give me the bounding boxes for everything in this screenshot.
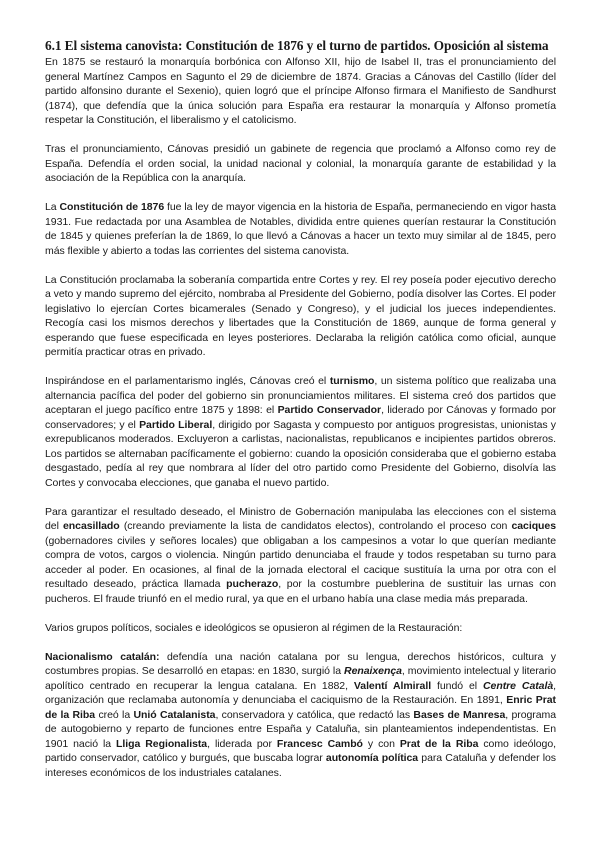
text-run: para Cataluña y defender los intereses económicos de los industriales catalanes. [45, 752, 557, 779]
paragraph [45, 55, 556, 128]
text-run: , dirigido por Sagasta y compuesto por antiguos progresistas, unionistas y exrepublicanos moderados. Excluyeron a carlistas, nacionalistas, republicanos e incipientes partidos obreros. Los partidos se alternaban pacíficamente el gobierno: cuando la oposición consideraba que el gobierno estaba desgastado, pedía al rey que nombrara al líder del otro partido como Presidente del Gobierno, disolvía las Cortes y convocaba elecciones, que ganaba el nuevo partido. [45, 418, 556, 489]
emphasized-term: turnismo [329, 375, 375, 387]
text-run: (gobernadores civiles y señores locales) que obligaban a los campesinos a votar lo que querían mediante compra de votos, cargos o violencia. Ningún partido denunciaba el fraude y todos respetaban su turno para acceder al poder. En ocasiones, al final de la jornada electoral el cacique sustituía la urna por otra con el resultado deseado, práctica llamada [45, 534, 556, 590]
text-run: La [45, 201, 60, 213]
emphasized-term: Bases de Manresa [413, 708, 506, 721]
text-run: , movimiento intelectual y literario apolítico centrado en recuperar la lengua catalana. En 1882, [45, 665, 556, 692]
text-run: como ideólogo, partido conservador, católico y burgués, que buscaba lograr [45, 737, 556, 764]
emphasized-term: Renaixença [344, 665, 402, 677]
text-run: , por la costumbre pueblerina de sustituir las urnas con pucheros. El fraude triunfó en el medio rural, ya que en el urbano había una clase media más preparada. [45, 578, 556, 605]
paragraph [45, 200, 556, 258]
text-run: , liderada por [207, 737, 277, 750]
emphasized-term: Prat de la Riba [399, 737, 479, 750]
text-run: creó la [95, 708, 134, 721]
emphasized-term: Nacionalismo catalán: [45, 650, 160, 663]
text-run: , programa de autogobierno y reparto de funciones entre España y Cataluña, sin planteamientos independentistas. En 1901 nació la [45, 708, 557, 750]
emphasized-term: Centre Català [483, 679, 554, 692]
emphasized-term: Constitución de 1876 [59, 201, 165, 213]
text-run: Para garantizar el resultado deseado, el Ministro de Gobernación manipulaba las elecciones con el sistema del [45, 505, 556, 532]
text-run: Inspirándose en el parlamentarismo inglés, Cánovas creó el [45, 375, 330, 387]
emphasized-term: Partido Liberal [139, 418, 213, 431]
document-body [45, 55, 556, 780]
emphasized-term: encasillado [63, 520, 120, 532]
paragraph [45, 273, 556, 360]
paragraph [45, 650, 556, 781]
emphasized-term: Enric Prat de la Riba [45, 694, 556, 721]
text-run: En 1875 se restauró la monarquía borbónica con Alfonso XII, hijo de Isabel II, tras el pronunciamiento del general Martínez Campos en Sagunto el 29 de diciembre de 1874. Gracias a Cánovas del Castillo (líder del partido alfonsino durante el Sexenio), quien logró que el príncipe Alfonso firmara el Manifiesto de Sandhurst (1874), que defendía que la única solución para España era restaurar la monarquía y Alfonso prometía respetar la Constitución, el liberalismo y el catolicismo. [45, 56, 556, 126]
text-run: Varios grupos políticos, sociales e ideológicos se opusieron al régimen de la Restauración: [45, 621, 463, 634]
paragraph [45, 142, 556, 186]
text-run: , un sistema político que realizaba una alternancia pacífica del poder del gobierno sin pronunciamientos militares. El sistema creó dos partidos que aceptaran el juego pacífico entre 1875 y 1898: el [45, 375, 557, 416]
text-run: La Constitución proclamaba la soberanía compartida entre Cortes y rey. El rey poseía poder ejecutivo derecho a veto y mando supremo del ejército, nombraba al Presidente del Gobierno, podía disolver las Cortes. El poder legislativo lo ejercían Cortes bicamerales (Senado y Congreso), y el judicial los jueces independientes. Recogía casi los mismos derechos y libertades que la Constitución de 1869, aunque de forma general y esperando que fuese especificada en leyes posteriores. Declaraba la religión católica como oficial, aunque permitía practicar otras en privado. [45, 273, 556, 358]
text-run: Tras el pronunciamiento, Cánovas presidió un gabinete de regencia que proclamó a Alfonso como rey de España. Defendía el orden social, la unidad nacional y colonial, la monarquía garante de estabilidad y la asociación de la República con la anarquía. [45, 143, 556, 184]
text-run: fue la ley de mayor vigencia en la historia de España, permaneciendo en vigor hasta 1931. Fue redactada por una Asamblea de Notables, dividida entre quienes querían restaurar la Constitución de 1845 y quienes preferían la de 1869, lo que llevó a Cánovas a hacer un texto muy similar al de 1845, pero más flexible y abierto a todas las corrientes del sistema canovista. [45, 201, 556, 257]
section-title: 6.1 El sistema canovista: Constitución de 1876 y el turno de partidos. Oposición al sistema [45, 38, 549, 53]
text-run: defendía una nación catalana por su lengua, derechos históricos, cultura y costumbres propias. Se desarrolló en etapas: en 1830, surgió la [45, 650, 556, 677]
paragraph [45, 505, 556, 607]
text-run: , organización que reclamaba autonomía y denunciaba el caciquismo de la Restauración. En 1891, [45, 679, 557, 706]
text-run: , conservadora y católica, que redactó las [215, 708, 414, 721]
emphasized-term: Francesc Cambó [276, 737, 363, 750]
emphasized-term: pucherazo [226, 578, 279, 590]
emphasized-term: Valentí Almirall [353, 679, 432, 692]
paragraph [45, 621, 556, 636]
text-run: fundó el [431, 679, 484, 692]
text-run: y con [362, 737, 400, 750]
emphasized-term: Lliga Regionalista [116, 737, 208, 750]
text-run: , liderado por Cánovas y formado por conservadores; y el [45, 404, 556, 431]
emphasized-term: Unió Catalanista [133, 708, 216, 721]
emphasized-term: autonomía política [325, 752, 419, 764]
emphasized-term: Partido Conservador [277, 404, 382, 416]
emphasized-term: caciques [511, 520, 556, 532]
text-run: (creando previamente la lista de candidatos electos), controlando el proceso con [119, 520, 512, 532]
paragraph [45, 374, 556, 490]
